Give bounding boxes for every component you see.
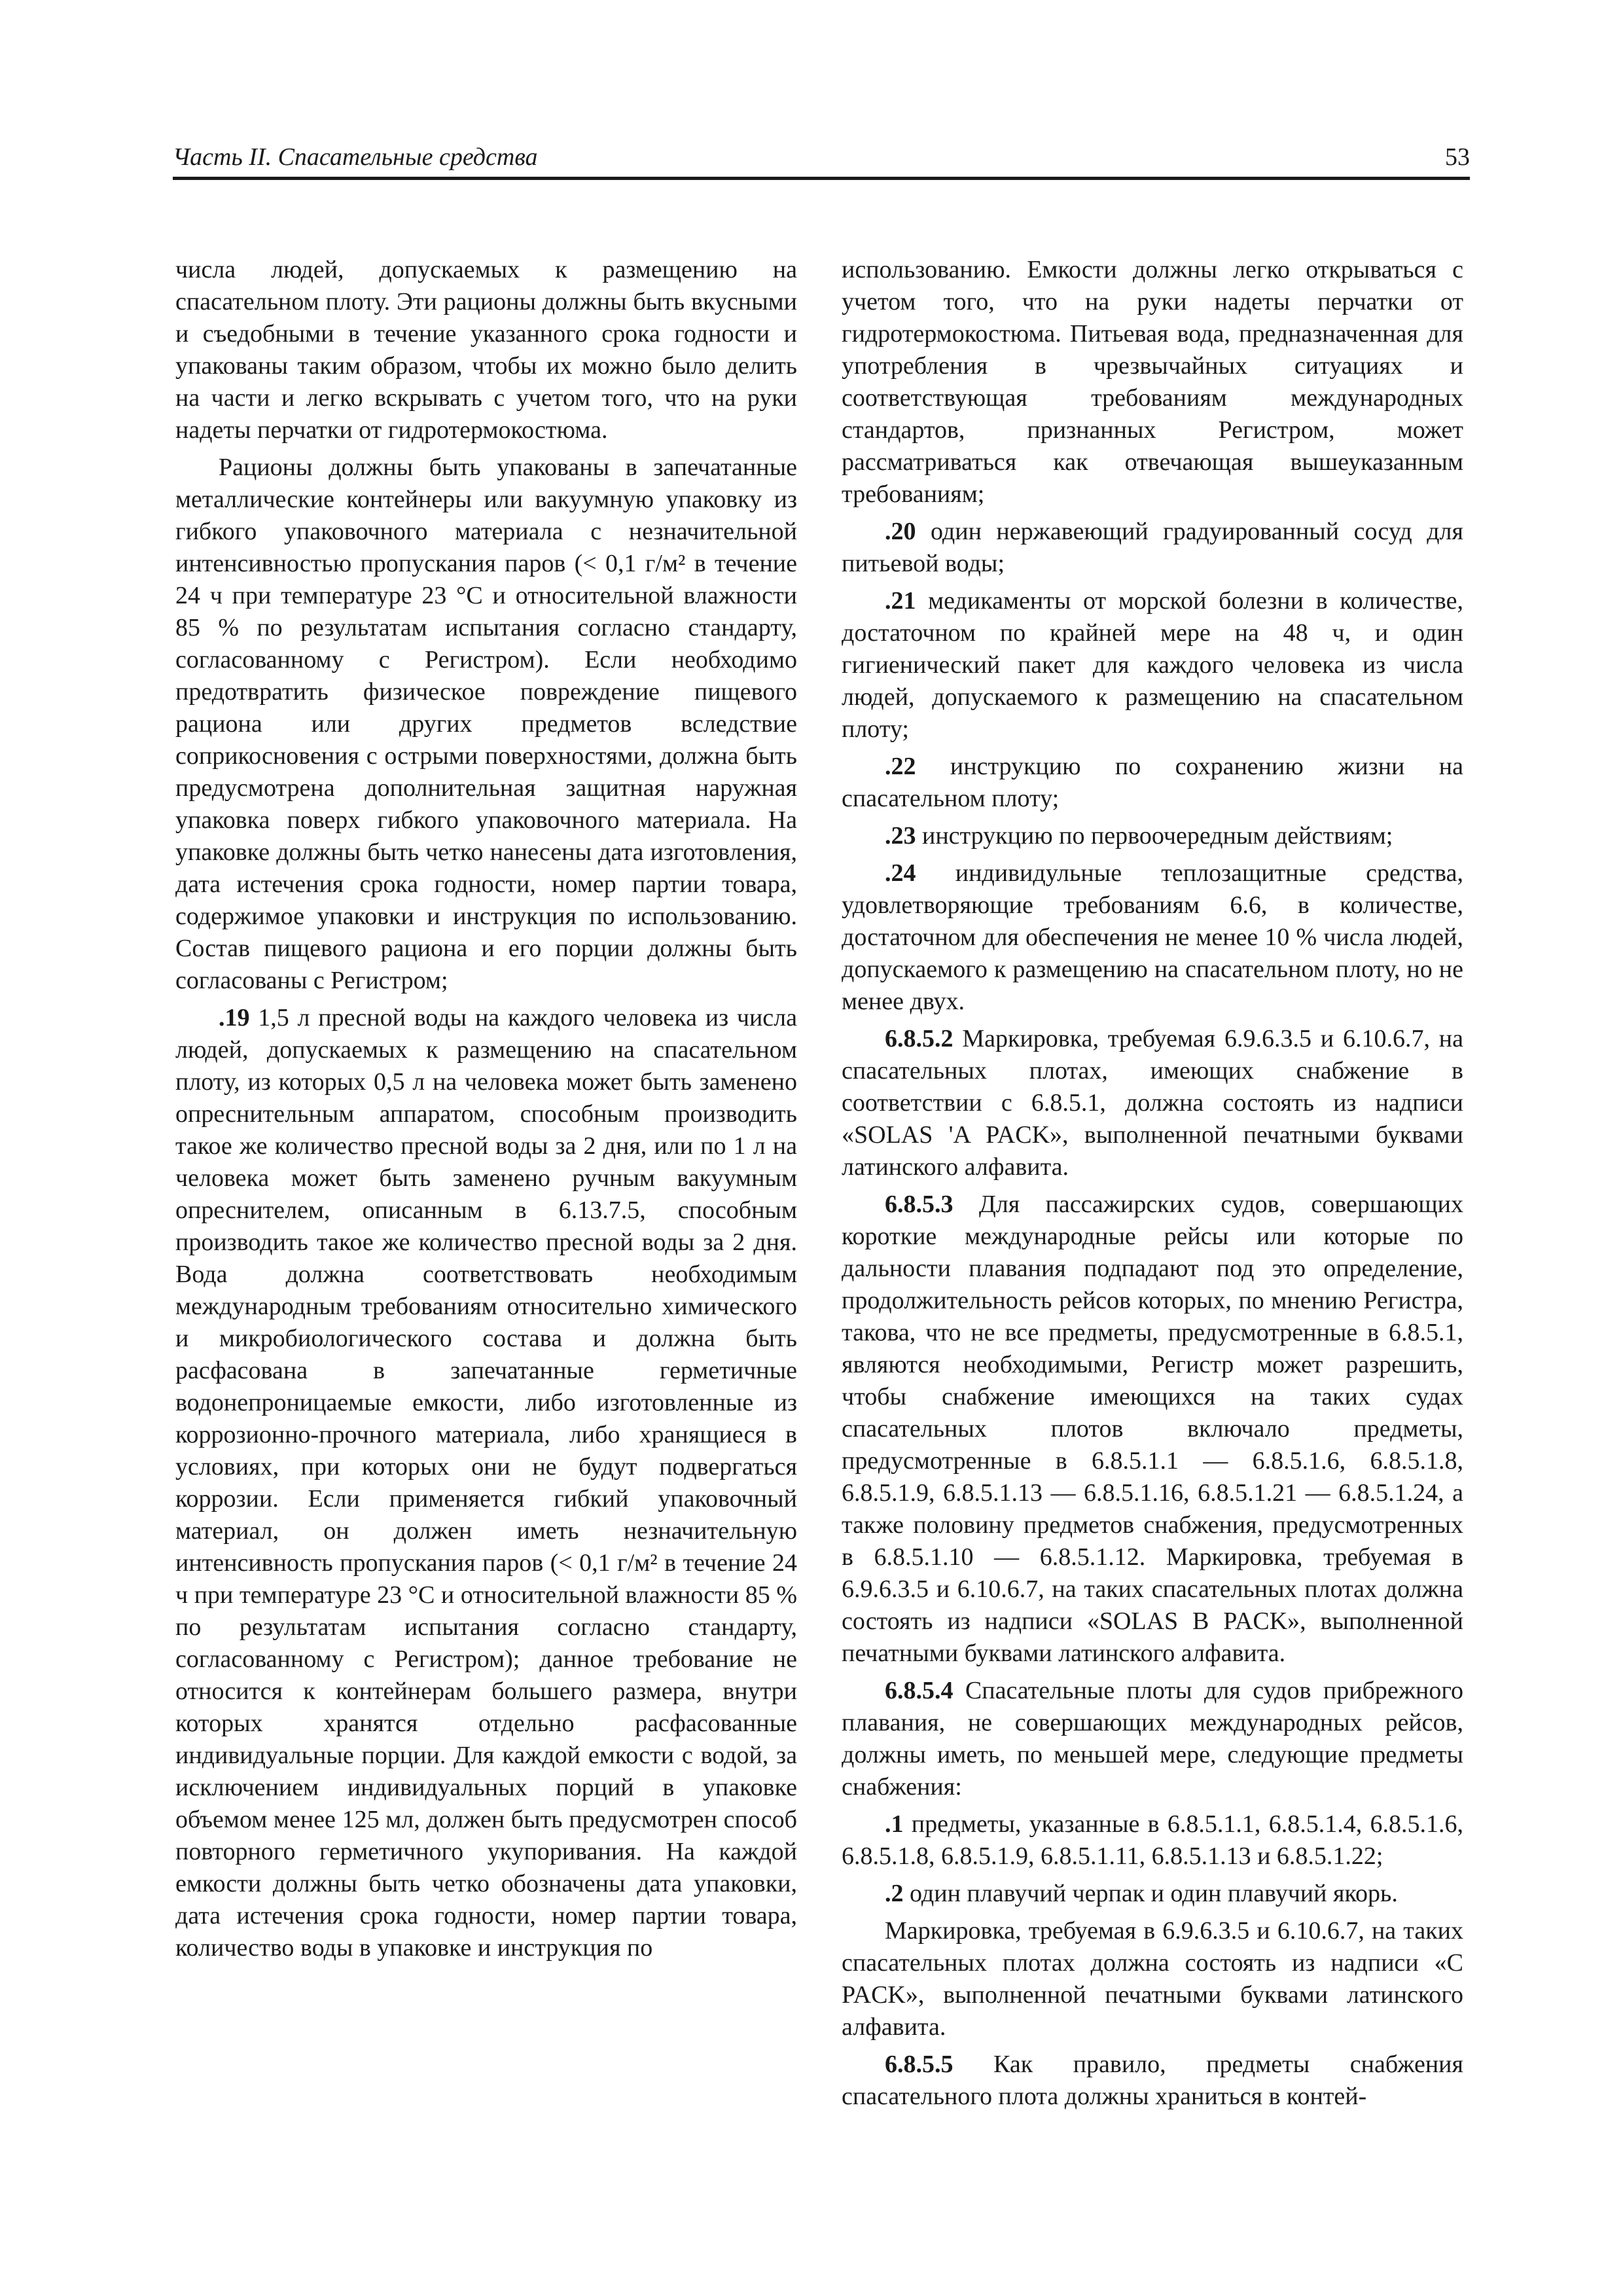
paragraph-text: инструкцию по первоочередным действиям; [916,822,1393,850]
item-number: 6.8.5.4 [885,1677,954,1704]
paragraph [842,1023,1463,1183]
paragraph-text: инструкцию по сохранению жизни на спасательном плоту; [842,753,1463,812]
paragraph [842,1808,1463,1873]
paragraph-text: медикаменты от морской болезни в количестве, достаточном по крайней мере на 48 ч, и один гигиенический пакет для каждого человека из числа людей, допускаемого к размещению на спасательном плоту; [842,587,1463,743]
paragraph-text: Спасательные плоты для судов прибрежного плавания, не совершающих международных рейсов, должны иметь, по меньшей мере, следующие предметы снабжения: [842,1677,1463,1801]
paragraph-text: один нержавеющий градуированный сосуд для питьевой воды; [842,518,1463,577]
paragraph [842,585,1463,745]
item-number: .23 [885,822,916,850]
paragraph [842,516,1463,580]
paragraph-text: использованию. Емкости должны легко открываться с учетом того, что на руки надеты перчатки от гидротермокостюма. Питьевая вода, предназначенная для употребления в чрезвычайных ситуациях и соответствующая требованиям международных стандартов, признанных Регистром, может рассматриваться как отвечающая вышеуказанным требованиям; [842,256,1463,508]
paragraph [175,254,797,446]
paragraph-text: один плавучий черпак и один плавучий якорь. [903,1880,1398,1907]
item-number: .19 [219,1004,250,1031]
paragraph [842,820,1463,852]
item-number: .22 [885,753,916,780]
left-column [175,254,797,1969]
paragraph-text: Маркировка, требуемая 6.9.6.3.5 и 6.10.6.7, на спасательных плотах, имеющих снабжение в соответствии с 6.8.5.1, должна состоять из надписи «SOLAS 'A PACK», выполненной печатными буквами латинского алфавита. [842,1025,1463,1181]
paragraph [842,857,1463,1018]
item-number: .20 [885,518,916,545]
paragraph-text: предметы, указанные в 6.8.5.1.1, 6.8.5.1.4, 6.8.5.1.6, 6.8.5.1.8, 6.8.5.1.9, 6.8.5.1.11, 6.8.5.1.13 и 6.8.5.1.22; [842,1810,1463,1870]
right-column [842,254,1463,2118]
paragraph-text: индивидульные теплозащитные средства, удовлетворяющие требованиям 6.6, в количестве, достаточном для обеспечения не менее 10 % числа людей, допускаемого к размещению на спасательном плоту, но не менее двух. [842,859,1463,1015]
paragraph-text: Маркировка, требуемая в 6.9.6.3.5 и 6.10.6.7, на таких спасательных плотах должна состоять из надписи «С PACK», выполненной печатными буквами латинского алфавита. [842,1917,1463,2041]
paragraph-text: Как правило, предметы снабжения спасательного плота должны храниться в контей- [842,2051,1463,2110]
paragraph [175,452,797,997]
item-number: .1 [885,1810,904,1838]
paragraph [842,2049,1463,2113]
paragraph [842,1878,1463,1910]
paragraph [842,1189,1463,1670]
item-number: .2 [885,1880,904,1907]
item-number: 6.8.5.3 [885,1191,954,1218]
paragraph [842,1675,1463,1803]
running-header-title: Часть II. Спасательные средства [173,143,538,171]
paragraph [842,751,1463,815]
paragraph [842,254,1463,511]
header-rule [173,177,1470,180]
item-number: .21 [885,587,916,615]
page-number: 53 [1445,143,1470,171]
paragraph [842,1915,1463,2043]
paragraph [175,1002,797,1964]
paragraph-text: Для пассажирских судов, совершающих короткие международные рейсы или которые по дальности плавания подпадают под это определение, продолжительность рейсов которых, по мнению Регистра, такова, что не все предметы, предусмотренные в 6.8.5.1, являются необходимыми, Регистр может разрешить, чтобы снабжение имеющихся на таких судах спасательных плотов включало предметы, предусмотренные в 6.8.5.1.1 — 6.8.5.1.6, 6.8.5.1.8, 6.8.5.1.9, 6.8.5.1.13 — 6.8.5.1.16, 6.8.5.1.21 — 6.8.5.1.24, а также половину предметов снабжения, предусмотренных в 6.8.5.1.10 — 6.8.5.1.12. Маркировка, требуемая в 6.9.6.3.5 и 6.10.6.7, на таких спасательных плотах должна состоять из надписи «SOLAS B PACK», выполненной печатными буквами латинского алфавита. [842,1191,1463,1667]
item-number: .24 [885,859,916,887]
paragraph-text: числа людей, допускаемых к размещению на спасательном плоту. Эти рационы должны быть вкусными и съедобными в течение указанного срока годности и упакованы таким образом, чтобы их можно было делить на части и легко вскрывать с учетом того, что на руки надеты перчатки от гидротермокостюма. [175,256,797,444]
running-header [173,137,1470,177]
paragraph-text: 1,5 л пресной воды на каждого человека из числа людей, допускаемых к размещению на спасательном плоту, из которых 0,5 л на человека может быть заменено опреснительным аппаратом, способным производить такое же количество пресной воды за 2 дня, или по 1 л на человека может быть заменено ручным вакуумным опреснителем, описанным в 6.13.7.5, способным производить такое же количество пресной воды за 2 дня. Вода должна соответствовать необходимым международным требованиям относительно химического и микробиологического состава и должна быть расфасована в запечатанные герметичные водонепроницаемые емкости, либо изготовленные из коррозионно-прочного материала, либо хранящиеся в условиях, при которых они не будут подвергаться коррозии. Если применяется гибкий упаковочный материал, он должен иметь незначительную интенсивность пропускания паров (< 0,1 г/м² в течение 24 ч при температуре 23 °С и относительной влажности 85 % по результатам испытания согласно стандарту, согласованному с Регистром); данное требование не относится к контейнерам большего размера, внутри которых хранятся отдельно расфасованные индивидуальные порции. Для каждой емкости с водой, за исключением индивидуальных порций в упаковке объемом менее 125 мл, должен быть предусмотрен способ повторного герметичного укупоривания. На каждой емкости должны быть четко обозначены дата упаковки, дата истечения срока годности, номер партии товара, количество воды в упаковке и инструкция по [175,1004,797,1962]
paragraph-text: Рационы должны быть упакованы в запечатанные металлические контейнеры или вакуумную упаковку из гибкого упаковочного материала с незначительной интенсивностью пропускания паров (< 0,1 г/м² в течение 24 ч при температуре 23 °С и относительной влажности 85 % по результатам испытания согласно стандарту, согласованному с Регистром). Если необходимо предотвратить физическое повреждение пищевого рациона или других предметов вследствие соприкосновения с острыми поверхностями, должна быть предусмотрена дополнительная защитная наружная упаковка поверх гибкого упаковочного материала. На упаковке должны быть четко нанесены дата изготовления, дата истечения срока годности, номер партии товара, содержимое упаковки и инструкция по использованию. Состав пищевого рациона и его порции должны быть согласованы с Регистром; [175,454,797,994]
item-number: 6.8.5.2 [885,1025,954,1052]
item-number: 6.8.5.5 [885,2051,954,2078]
